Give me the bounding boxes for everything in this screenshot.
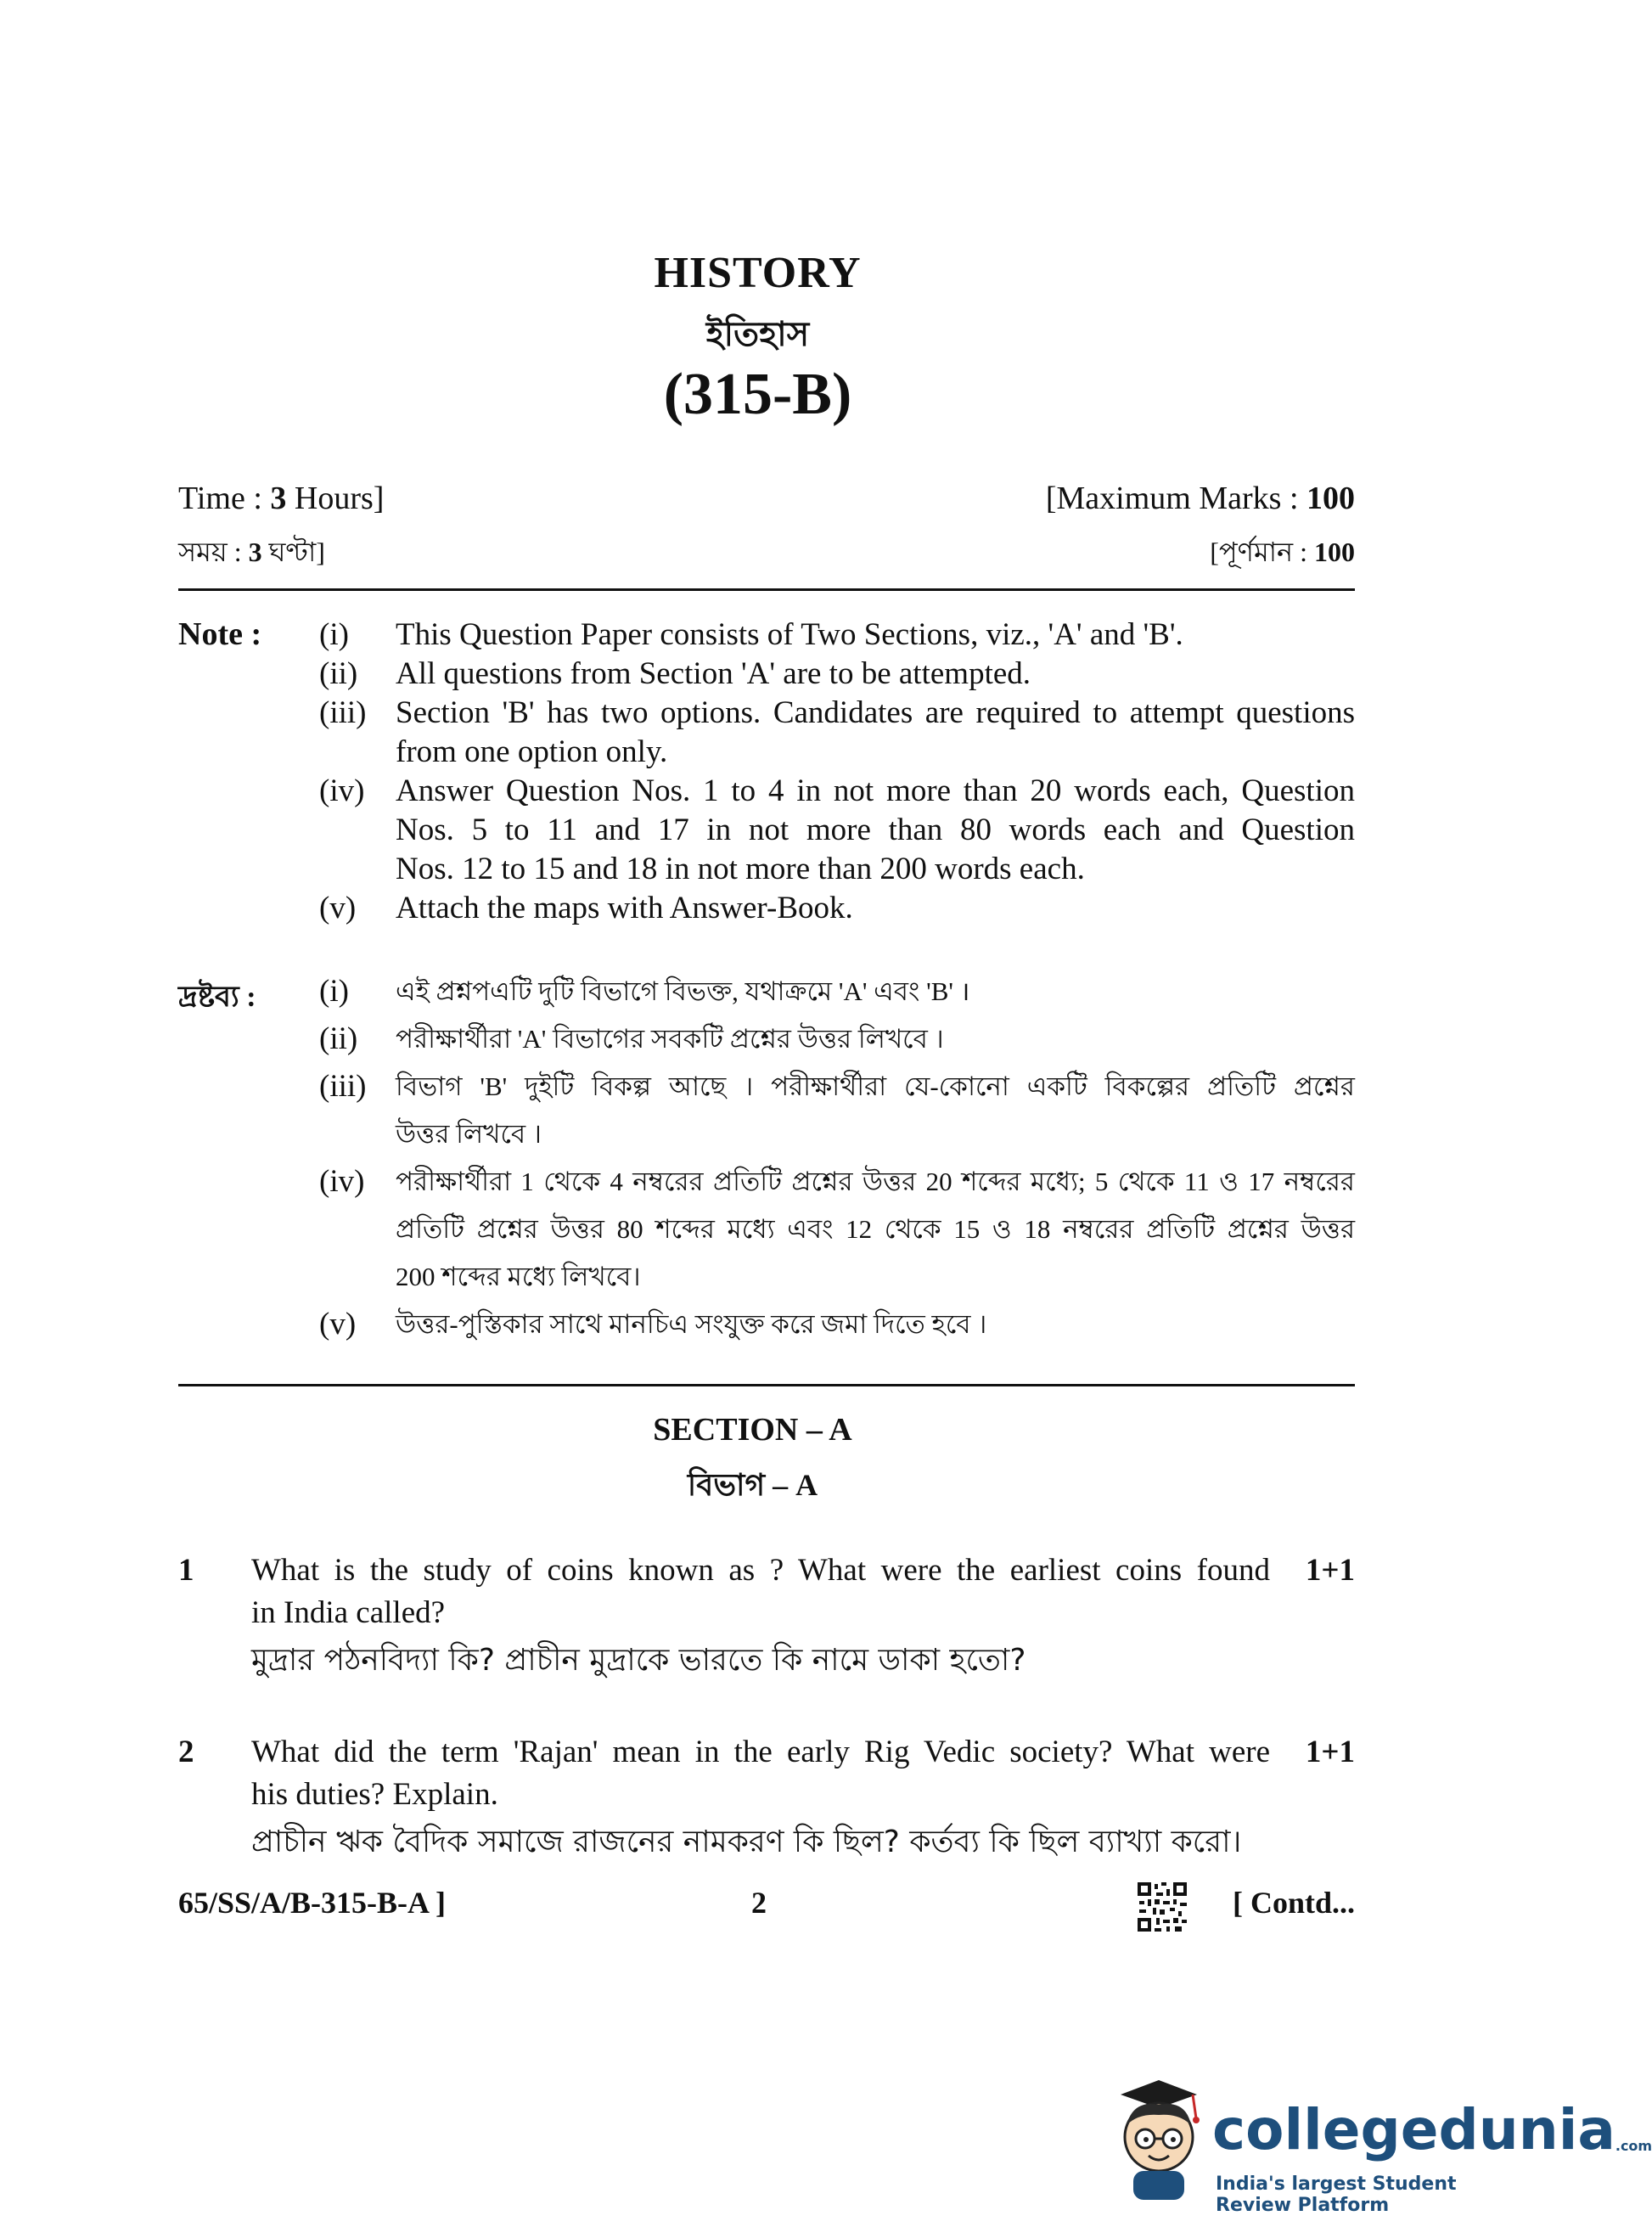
note-bn-item-line: পরীক্ষার্থীরা 1 থেকে 4 নম্বরের প্রতিটি প্রশ্নের উত্তর 20 শব্দের মধ্যে; 5 থেকে 11 ও 17 নম্বরের <box>396 1167 1355 1196</box>
brand-tagline: India's largest Student Review Platform <box>1216 2174 1457 2216</box>
question-number: 2 <box>178 1735 194 1769</box>
question <box>178 1731 1355 1864</box>
note-item-line: from one option only. <box>396 734 668 769</box>
question <box>178 1549 1355 1682</box>
note-item <box>319 889 1355 928</box>
brand-suffix: .com <box>1615 2137 1652 2154</box>
question-list <box>178 1549 1355 1864</box>
note-label: Note : <box>178 616 262 652</box>
note-bn-item-line: প্রতিটি প্রশ্নের উত্তর 80 শব্দের মধ্যে এবং 12 থেকে 15 ও 18 নম্বরের প্রতিটি প্রশ্নের উত্তর <box>396 1214 1355 1244</box>
question-bengali: মুদ্রার পঠনবিদ্যা কি? প্রাচীন মুদ্রাকে ভারতে কি নামে ডাকা হতো? <box>251 1643 1026 1678</box>
note-bn-item <box>319 1158 1355 1301</box>
question-marks: 1+1 <box>1305 1735 1355 1769</box>
question-number: 1 <box>178 1553 194 1588</box>
note-item-number: (v) <box>319 891 357 925</box>
note-item-text <box>396 772 1355 889</box>
note-item-line: Section 'B' has two options. Candidates are required to attempt questions <box>396 695 1355 730</box>
note-bn-item-text <box>396 1158 1355 1301</box>
note-bn-item-number: (iii) <box>319 1069 367 1104</box>
note-item-number: (i) <box>319 617 349 652</box>
note-bn-item-line: উত্তর লিখবে । <box>396 1119 542 1149</box>
note-item-number: (ii) <box>319 656 358 691</box>
note-bn-item-text <box>396 1301 1355 1348</box>
note-bn-item-line: 200 শব্দের মধ্যে লিখবে। <box>396 1262 641 1291</box>
note-item-line: All questions from Section 'A' are to be attempted. <box>396 656 1031 691</box>
note-bn-item <box>319 1301 1355 1348</box>
note-label-bengali: দ্রষ্টব্য : <box>178 981 256 1013</box>
note-item <box>319 694 1355 772</box>
paper-title-bengali: ইতিহাস <box>705 315 810 353</box>
note-item <box>319 655 1355 694</box>
divider-top <box>178 588 1355 591</box>
note-item-number: (iii) <box>319 695 367 730</box>
section-title-bengali: বিভাগ – A <box>687 1468 818 1502</box>
section-title: SECTION – A <box>653 1412 852 1448</box>
note-item-line: Attach the maps with Answer-Book. <box>396 891 853 925</box>
note-item-text <box>396 616 1355 655</box>
note-bn-item <box>319 1015 1355 1063</box>
question-line: in India called? <box>251 1595 446 1630</box>
note-list-bengali <box>319 968 1355 1348</box>
note-item-line: This Question Paper consists of Two Sections, viz., 'A' and 'B'. <box>396 617 1183 652</box>
note-bn-item-line: পরীক্ষার্থীরা 'A' বিভাগের সবকটি প্রশ্নের উত্তর লিখবে । <box>396 1024 944 1054</box>
question-line: What is the study of coins known as ? What were the earliest coins found <box>251 1553 1270 1588</box>
question-line: What did the term 'Rajan' mean in the early Rig Vedic society? What were <box>251 1735 1270 1769</box>
question-marks: 1+1 <box>1305 1553 1355 1588</box>
note-item-line: Nos. 5 to 11 and 17 in not more than 80 words each and Question <box>396 813 1355 847</box>
paper-code: (315-B) <box>663 362 852 427</box>
time-line-bengali: সময় : 3 ঘণ্টা] <box>178 537 325 567</box>
note-item-number: (iv) <box>319 773 365 808</box>
page-number: 2 <box>751 1886 767 1920</box>
max-marks-line: [Maximum Marks : 100 <box>1045 481 1355 516</box>
brand-name: collegedunia <box>1212 2097 1615 2162</box>
note-bn-item-number: (ii) <box>319 1021 358 1056</box>
note-item-text <box>396 655 1355 694</box>
note-bn-item <box>319 968 1355 1015</box>
question-bengali: প্রাচীন ঋক বৈদিক সমাজে রাজনের নামকরণ কি ছিল? কর্তব্য কি ছিল ব্যাখ্যা করো। <box>251 1825 1242 1859</box>
note-bn-item-line: বিভাগ 'B' দুইটি বিকল্প আছে । পরীক্ষার্থীরা যে-কোনো একটি বিকল্পের প্রতিটি প্রশ্নের <box>396 1071 1355 1101</box>
paper-title: HISTORY <box>654 249 862 297</box>
note-item <box>319 616 1355 655</box>
brand-logo <box>1212 2097 1652 2162</box>
note-list <box>319 616 1355 928</box>
note-item-line: Nos. 12 to 15 and 18 in not more than 200 words each. <box>396 852 1085 886</box>
note-bn-item-text <box>396 1063 1355 1158</box>
divider-bottom <box>178 1384 1355 1386</box>
note-bn-item-number: (iv) <box>319 1164 365 1199</box>
note-bn-item-number: (i) <box>319 974 349 1009</box>
note-item-line: Answer Question Nos. 1 to 4 in not more than 20 words each, Question <box>396 773 1355 808</box>
question-text <box>251 1731 1270 1864</box>
max-marks-line-bengali: [পূর্ণমান : 100 <box>1210 537 1355 567</box>
note-bn-item-text <box>396 1015 1355 1063</box>
note-bn-item-text <box>396 968 1355 1015</box>
note-bn-item-line: উত্তর-পুস্তিকার সাথে মানচিএ সংযুক্ত করে জমা দিতে হবে । <box>396 1309 987 1339</box>
note-item-text <box>396 694 1355 772</box>
footer-paper-code: 65/SS/A/B-315-B-A ] <box>178 1886 447 1920</box>
time-line: Time : 3 Hours] <box>178 481 385 516</box>
student-mascot-icon <box>1108 2076 1210 2203</box>
qr-code-icon <box>1136 1881 1188 1933</box>
question-line: his duties? Explain. <box>251 1777 498 1812</box>
note-item <box>319 772 1355 889</box>
note-bn-item-line: এই প্রশ্নপএটি দুটি বিভাগে বিভক্ত, যথাক্রমে 'A' এবং 'B' । <box>396 976 970 1006</box>
note-bn-item <box>319 1063 1355 1158</box>
question-text <box>251 1549 1270 1682</box>
note-bn-item-number: (v) <box>319 1307 357 1341</box>
note-item-text <box>396 889 1355 928</box>
contd-label: [ Contd... <box>1232 1886 1355 1920</box>
